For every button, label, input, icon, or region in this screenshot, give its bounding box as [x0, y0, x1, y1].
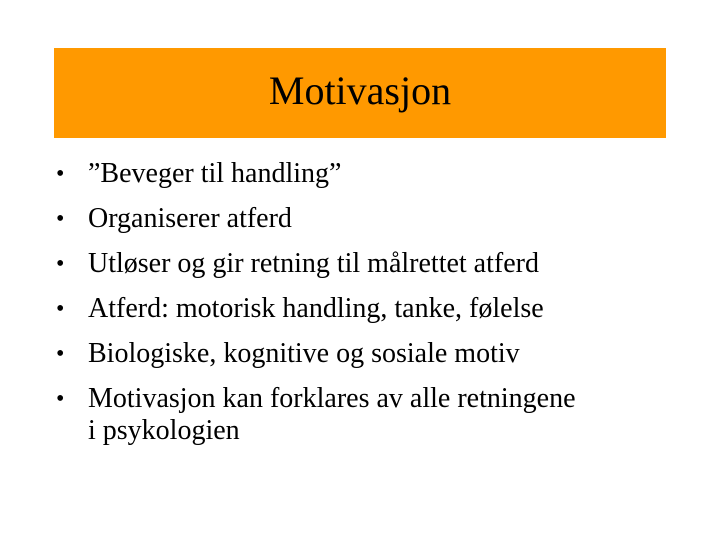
bullet-text: Biologiske, kognitive og sosiale motiv [88, 338, 520, 369]
bullet-text: ”Beveger til handling” [88, 158, 342, 189]
bullet-item [56, 203, 672, 235]
bullet-item [56, 383, 672, 447]
bullet-item [56, 293, 672, 325]
bullet-list [56, 158, 672, 460]
bullet-dot-icon: • [56, 296, 65, 322]
bullet-dot-icon: • [56, 251, 65, 277]
bullet-text-continuation: i psykologien [88, 415, 240, 446]
bullet-text: Organiserer atferd [88, 203, 292, 234]
bullet-item [56, 248, 672, 280]
bullet-dot-icon: • [56, 341, 65, 367]
bullet-text: Atferd: motorisk handling, tanke, følelse [88, 293, 544, 324]
bullet-dot-icon: • [56, 386, 65, 412]
bullet-item [56, 158, 672, 190]
bullet-dot-icon: • [56, 206, 65, 232]
slide-title: Motivasjon [268, 68, 452, 113]
bullet-text: Utløser og gir retning til målrettet atferd [88, 248, 539, 279]
bullet-dot-icon: • [56, 161, 65, 187]
bullet-item [56, 338, 672, 370]
bullet-text: Motivasjon kan forklares av alle retningene [88, 383, 576, 414]
title-bar [54, 48, 666, 138]
